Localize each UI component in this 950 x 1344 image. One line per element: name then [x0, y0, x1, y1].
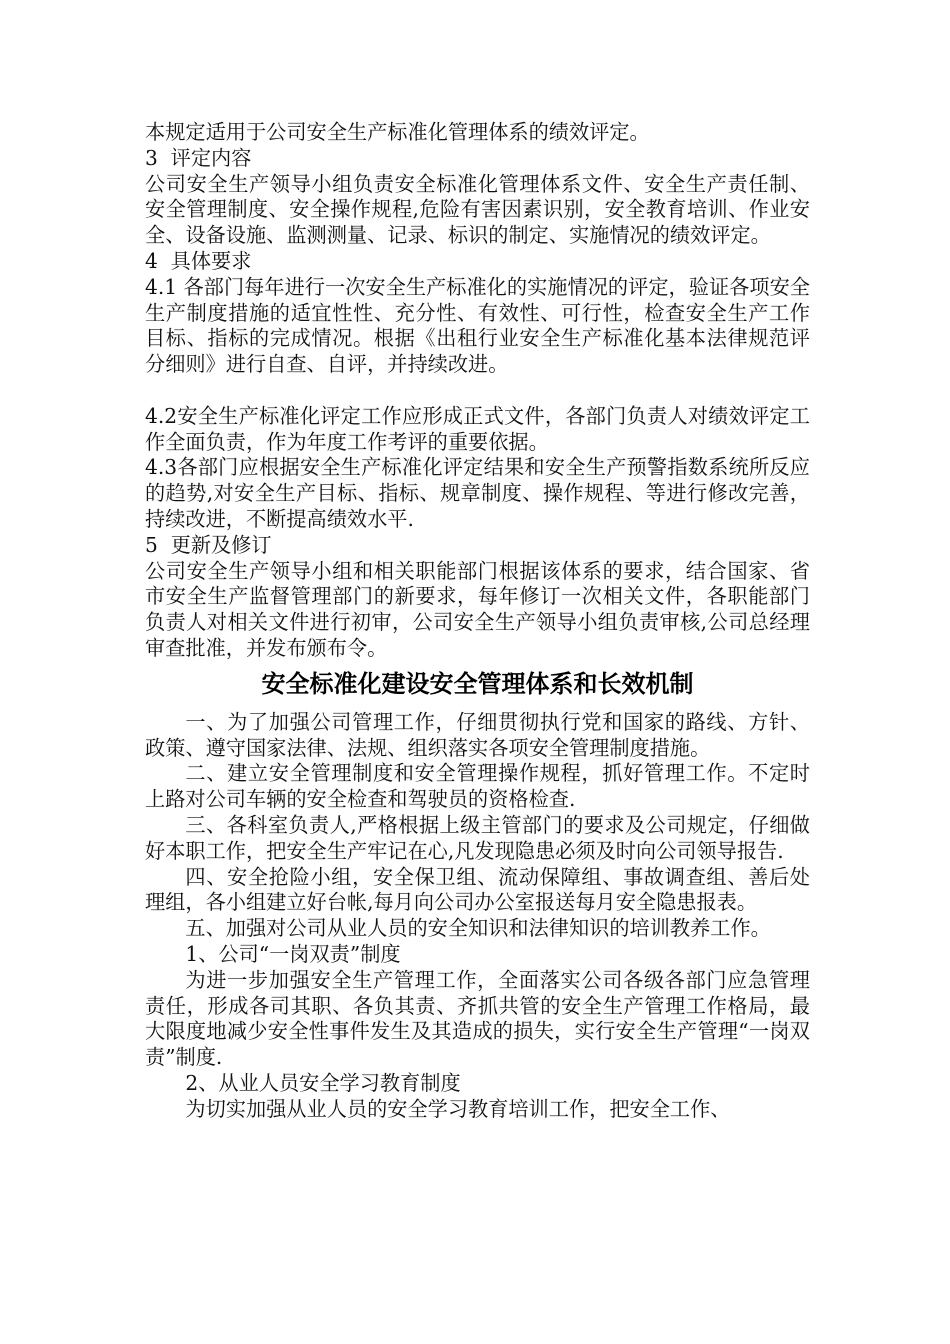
mechanism-item-4: 四、安全抢险小组，安全保卫组、流动保障组、事故调查组、善后处理组，各小组建立好台帐,每月向公司办公室报送每月安全隐患报表。 — [145, 864, 810, 915]
requirement-4-3: 4.3各部门应根据安全生产标准化评定结果和安全生产预警指数系统所反应的趋势,对安全生产目标、指标、规章制度、操作规程、等进行修改完善，持续改进，不断提高绩效水平. — [145, 455, 810, 531]
subsection-1-body: 为进一步加强安全生产管理工作，全面落实公司各级各部门应急管理责任，形成各司其职、各负其责、齐抓共管的安全生产管理工作格局，最大限度地减少安全性事件发生及其造成的损失，实行安全生产管理“一岗双责”制度. — [145, 967, 810, 1070]
document-title: 安全标准化建设安全管理体系和长效机制 — [261, 669, 694, 698]
content-paragraph: 公司安全生产领导小组负责安全标准化管理体系文件、安全生产责任制、安全管理制度、安全操作规程,危险有害因素识别，安全教育培训、作业安全、设备设施、监测测量、记录、标识的制定、实施情况的绩效评定。 — [145, 171, 810, 248]
blank-line — [145, 378, 810, 404]
document-page — [145, 120, 810, 1122]
section-heading-4: 4 具体要求 — [145, 248, 252, 273]
requirement-4-1: 4.1 各部门每年进行一次安全生产标准化的实施情况的评定，验证各项安全生产制度措施的适宜性性、充分性、有效性、可行性，检查安全生产工作目标、指标的完成情况。根据《出租行业安全生产标准化基本法律规范评分细则》进行自查、自评，并持续改进。 — [145, 274, 810, 377]
mechanism-item-5: 五、加强对公司从业人员的安全知识和法律知识的培训教养工作。 — [185, 916, 771, 941]
subsection-1-title: 1、公司“一岗双责”制度 — [185, 941, 401, 966]
subsection-2-title: 2、从业人员安全学习教育制度 — [185, 1070, 461, 1095]
mechanism-item-1: 一、为了加强公司管理工作，仔细贯彻执行党和国家的路线、方针、政策、遵守国家法律、法规、组织落实各项安全管理制度措施。 — [145, 709, 810, 760]
section-heading-5: 5 更新及修订 — [145, 532, 272, 557]
subsection-2-body: 为切实加强从业人员的安全学习教育培训工作，把安全工作、 — [185, 1096, 731, 1121]
mechanism-item-2: 二、建立安全管理制度和安全管理操作规程，抓好管理工作。不定时上路对公司车辆的安全检查和驾驶员的资格检查. — [145, 761, 810, 812]
section-heading-3: 3 评定内容 — [145, 145, 252, 170]
update-paragraph: 公司安全生产领导小组和相关职能部门根据该体系的要求，结合国家、省市安全生产监督管理部门的新要求，每年修订一次相关文件，各职能部门负责人对相关文件进行初审，公司安全生产领导小组负责审核,公司总经理审查批准，并发布颁布令。 — [145, 558, 810, 660]
mechanism-item-3: 三、各科室负责人,严格根据上级主管部门的要求及公司规定，仔细做好本职工作，把安全生产牢记在心,凡发现隐患必须及时向公司领导报告. — [145, 812, 810, 863]
scope-paragraph: 本规定适用于公司安全生产标准化管理体系的绩效评定。 — [145, 120, 650, 144]
requirement-4-2: 4.2安全生产标准化评定工作应形成正式文件，各部门负责人对绩效评定工作全面负责，作为年度工作考评的重要依据。 — [145, 403, 810, 454]
